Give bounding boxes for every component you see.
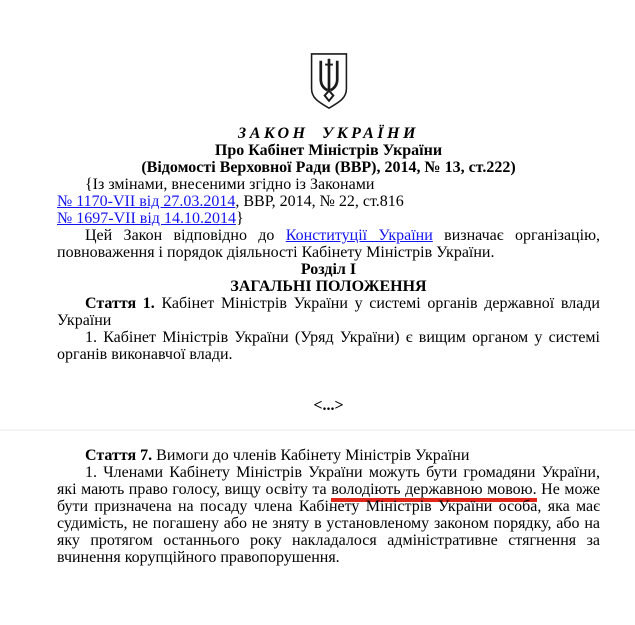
doc-reference: (Відомості Верховної Ради (ВВР), 2014, № 13, ст.222) [141, 159, 516, 176]
amendment-line-2 [57, 210, 600, 227]
article7-text-after: Не може бути призначена на посаду члена Кабінету Міністрів України особа, яка має судимість, не погашену або не зняту в установленому законом порядку, або на яку протягом останнього року накладалося адміністративне стягнення за вчинення корупційного правопорушення. [57, 481, 601, 566]
article1-label: Стаття 1. [85, 295, 155, 312]
preamble-text-before: Цей Закон відповідно до [85, 227, 286, 244]
article7-text-before: 1. Членами Кабінету Міністрів України можуть бути громадяни України, які мають право голосу, вищу освіту та [57, 464, 600, 498]
article7-paragraph-1 [57, 464, 600, 566]
constitution-link[interactable]: Конституції України [285, 227, 433, 244]
amendment-line-1 [57, 193, 600, 210]
doc-title: Про Кабінет Міністрів України [214, 142, 443, 159]
article7-label: Стаття 7. [85, 447, 153, 464]
preamble-text-after: визначає організацію, повноваження і порядок діяльності Кабінету Міністрів України. [57, 227, 601, 261]
section-title: ЗАГАЛЬНІ ПОЛОЖЕННЯ [230, 278, 427, 295]
amendments-intro: {Із змінами, внесеними згідно із Законами [85, 176, 375, 193]
doc-type-heading: ЗАКОН УКРАЇНИ [238, 125, 419, 142]
preamble-paragraph [57, 227, 600, 261]
article1-paragraph-1: 1. Кабінет Міністрів України (Уряд України) є вищим органом у системі органів виконавчої влади. [57, 329, 600, 363]
red-underline-annotation: володіють державною мовою. [331, 481, 536, 502]
ukraine-trident-emblem-icon [307, 52, 351, 112]
emblem-container [57, 0, 600, 112]
page-divider [0, 429, 635, 431]
amendments-block [57, 176, 600, 227]
article7-heading [57, 447, 600, 464]
article1-heading [57, 295, 600, 329]
amendment-law-link-1[interactable]: № 1170-VII від 27.03.2014 [57, 193, 236, 210]
article7-title: Вимоги до членів Кабінету Міністрів України [152, 447, 470, 464]
amendment-law-suffix-2: } [235, 210, 244, 227]
article1-title: Кабінет Міністрів України у системі органів державної влади України [57, 295, 600, 329]
amendment-law-link-2[interactable]: № 1697-VII від 14.10.2014 [57, 210, 236, 227]
amendment-law-suffix-1: , ВВР, 2014, № 22, ст.816 [235, 193, 404, 210]
section-number: Розділ I [300, 261, 357, 278]
omitted-text-separator: <...> [313, 397, 344, 414]
